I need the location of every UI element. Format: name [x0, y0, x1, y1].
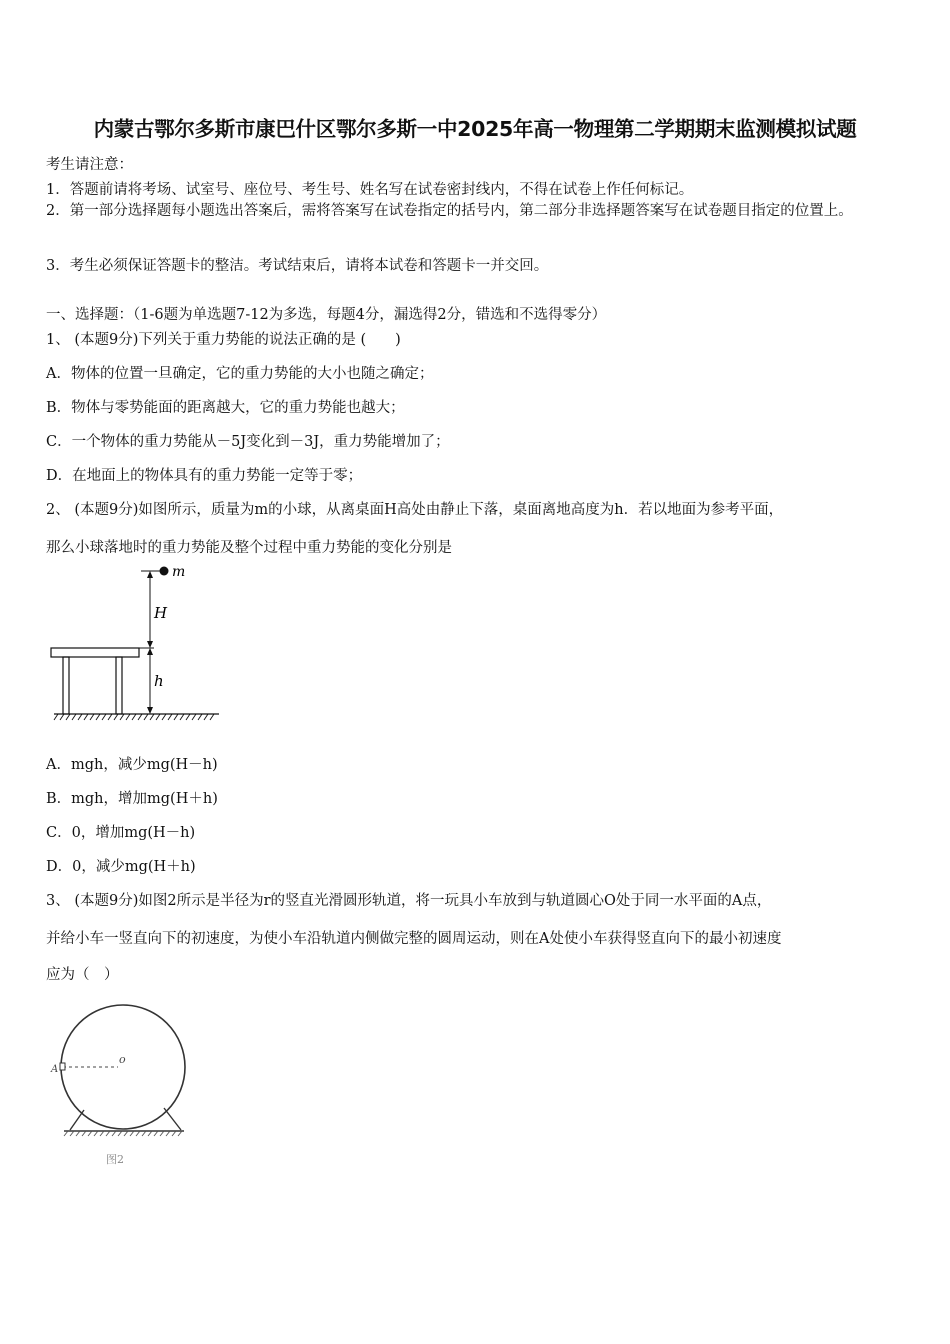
q2-stem-line2: 那么小球落地时的重力势能及整个过程中重力势能的变化分别是 — [46, 540, 452, 556]
section-heading: 一、选择题：（1-6题为单选题7-12为多选，每题4分，漏选得2分，错选和不选得零分） — [46, 307, 607, 323]
label-h: h — [154, 672, 164, 690]
q2-stem-line1: 2、 (本题9分)如图所示，质量为m的小球，从离桌面H高处由静止下落，桌面离地高度为h．若以地面为参考平面， — [46, 502, 784, 518]
support-right — [164, 1108, 181, 1130]
label-m: m — [172, 564, 186, 580]
q1-stem: 1、 (本题9分)下列关于重力势能的说法正确的是 ( ) — [46, 332, 401, 348]
notice-item-2: 2．第一部分选择题每小题选出答案后，需将答案写在试卷指定的括号内，第二部分非选择题答案写在试卷题目指定的位置上。 — [46, 203, 853, 219]
ball-icon — [160, 567, 169, 576]
q3-figure — [46, 1000, 196, 1170]
notice-heading: 考生请注意： — [46, 157, 133, 173]
toy-car — [60, 1063, 65, 1070]
label-O: o — [119, 1053, 126, 1066]
table-leg — [116, 657, 122, 714]
q3-stem-line2: 并给小车一竖直向下的初速度，为使小车沿轨道内侧做完整的圆周运动，则在A处使小车获得竖直向下的最小初速度 — [46, 931, 782, 947]
q1-option-b: B．物体与零势能面的距离越大，它的重力势能也越大； — [46, 400, 405, 416]
q1-option-c: C．一个物体的重力势能从－5J变化到－3J，重力势能增加了； — [46, 434, 450, 450]
label-H: H — [154, 604, 168, 622]
figure-caption: 图2 — [106, 1153, 124, 1166]
table-top — [51, 648, 139, 657]
q1-option-a: A．物体的位置一旦确定，它的重力势能的大小也随之确定； — [46, 366, 434, 382]
notice-item-1: 1．答题前请将考场、试室号、座位号、考生号、姓名写在试卷密封线内，不得在试卷上作任何标记。 — [46, 182, 694, 198]
support-left — [70, 1110, 84, 1130]
q2-figure — [46, 560, 236, 725]
q2-option-d: D．0，减少mg(H＋h) — [46, 859, 196, 875]
q2-option-c: C．0，增加mg(H－h) — [46, 825, 196, 841]
label-A: A — [51, 1064, 59, 1075]
notice-item-3: 3．考生必须保证答题卡的整洁。考试结束后，请将本试卷和答题卡一并交回。 — [46, 258, 549, 274]
page-title: 内蒙古鄂尔多斯市康巴什区鄂尔多斯一中2025年高一物理第二学期期末监测模拟试题 — [93, 117, 857, 141]
table-leg — [63, 657, 69, 714]
q3-stem-line3: 应为（ ） — [46, 967, 119, 983]
q2-option-a: A．mgh，减少mg(H－h) — [46, 757, 218, 773]
q1-option-d: D．在地面上的物体具有的重力势能一定等于零； — [46, 468, 363, 484]
q3-stem-line1: 3、 (本题9分)如图2所示是半径为r的竖直光滑圆形轨道，将一玩具小车放到与轨道圆心O处于同一水平面的A点， — [46, 893, 772, 909]
q2-option-b: B．mgh，增加mg(H＋h) — [46, 791, 218, 807]
